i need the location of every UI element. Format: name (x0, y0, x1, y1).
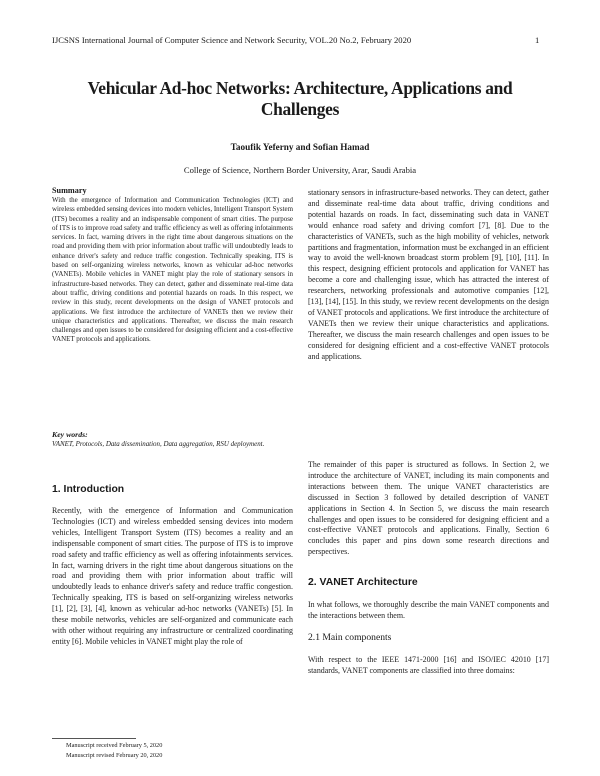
footnote-revised: Manuscript revised February 20, 2020 (66, 752, 163, 759)
main-components-text: With respect to the IEEE 1471-2000 [16] and ISO/IEC 42010 [17] standards, VANET components are classified into three domains: (308, 655, 549, 675)
footnote-divider (52, 738, 136, 739)
introduction-heading: 1. Introduction (52, 484, 125, 495)
journal-header: IJCSNS International Journal of Computer Science and Network Security, VOL.20 No.2, February 2020 (52, 35, 412, 45)
paper-title: Vehicular Ad-hoc Networks: Architecture, Applications and Challenges (87, 78, 513, 119)
keywords-text: VANET, Protocols, Data dissemination, Data aggregation, RSU deployment. (52, 440, 265, 448)
introduction-text: Recently, with the emergence of Information and Communication Technologies (ICT) and wireless embedded sensing devices into modern vehicles, Intelligent Transport System (ITS) becomes a reality and an indispensable component of smart cities. The purpose of ITS is to improve road safety and traffic efficiency as well as offering infotainments services. In fact, warning drivers in the right time about dangerous situations on the road and providing them with prior information about traffic will undoubtedly leads to enhance driver's safety and reduce traffic congestion. Technically speaking, ITS is based on self-organizing wireless networks [1], [2], [3], [4], known as vehicular ad-hoc networks (VANETs) [5]. In these mobile networks, vehicles are self-organized and communicate each with other without requiring any infrastructure or centralized coordinating entity [6]. Mobile vehicles in VANET might play the role of (52, 506, 293, 646)
page-number: 1 (535, 35, 540, 45)
footnote-received: Manuscript received February 5, 2020 (66, 742, 163, 749)
architecture-text: In what follows, we thoroughly describe the main VANET components and the interactions between them. (308, 600, 549, 620)
introduction-paragraph-2: The remainder of this paper is structured as follows. In Section 2, we introduce the architecture of VANET, including its main components and interactions between them. The unique VANET characteristics are discussed in Section 3 followed by detailed description of VANET applications in Section 4. In Section 5, we discuss the main research challenges and open issues to be considered for designing efficient and a cost-effective VANET protocols and applications. Finally, Section 6 concludes this paper and pins down some research directions and perspectives. (308, 460, 549, 557)
authors: Taoufik Yeferny and Sofian Hamad (230, 142, 370, 152)
architecture-heading: 2. VANET Architecture (308, 577, 418, 588)
summary-heading: Summary (52, 186, 87, 195)
affiliation: College of Science, Northern Border University, Arar, Saudi Arabia (183, 165, 417, 175)
keywords-heading: Key words: (52, 430, 88, 439)
summary-text: With the emergence of Information and Communication Technologies (ICT) and wireless embedded sensing devices into modern vehicles, Intelligent Transport System (ITS) becomes a reality and an indispensable component of smart cities. The purpose of ITS is to improve road safety and traffic efficiency as well as offering infotainments services. In fact, warning drivers in the right time about dangerous situations on the road and providing them with prior information about traffic will undoubtedly leads to enhance driver's safety and reduce traffic congestion. Technically speaking, ITS is based on self-organizing wireless networks, known as vehicular ad-hoc networks (VANETs). Mobile vehicles in VANET might play the role of stationary sensors in infrastructure-based networks. They can detect, gather and disseminate real-time data about traffic, driving conditions and potential hazards on roads. In this respect, we review in this study, recent developments on the design of VANET protocols and applications. We first introduce the architecture of VANETs then we review their unique characteristics and applications. Thereafter, we discuss the main research challenges and open issues to be considered for designing efficient and a cost-effective VANET protocols and applications. (52, 196, 293, 344)
main-components-heading: 2.1 Main components (308, 632, 392, 643)
introduction-continuation: stationary sensors in infrastructure-based networks. They can detect, gather and disseminate real-time data about traffic, driving conditions and potential hazards on roads. In fact, disseminating such data in VANET would enhance road safety and driving comfort [7], [8]. Due to the characteristics of VANETs, such as the high mobility of vehicles, network partitions and fragmentation, information must be exchanged in an efficient way to avoid the well-known broadcast storm problem [9], [10], [11]. In this respect, designing efficient protocols and application for VANET has become a core and challenging issue, which has attracted the interest of researchers, networking professionals and automotive companies [12], [13], [14], [15]. In this study, we review recent developments on the design of VANET protocols and applications. We first introduce the architecture of VANETs then we review their unique characteristics and applications. Thereafter, we discuss the main research challenges and open issues to be considered for designing efficient and a cost-effective VANET protocols and applications. (308, 188, 549, 361)
